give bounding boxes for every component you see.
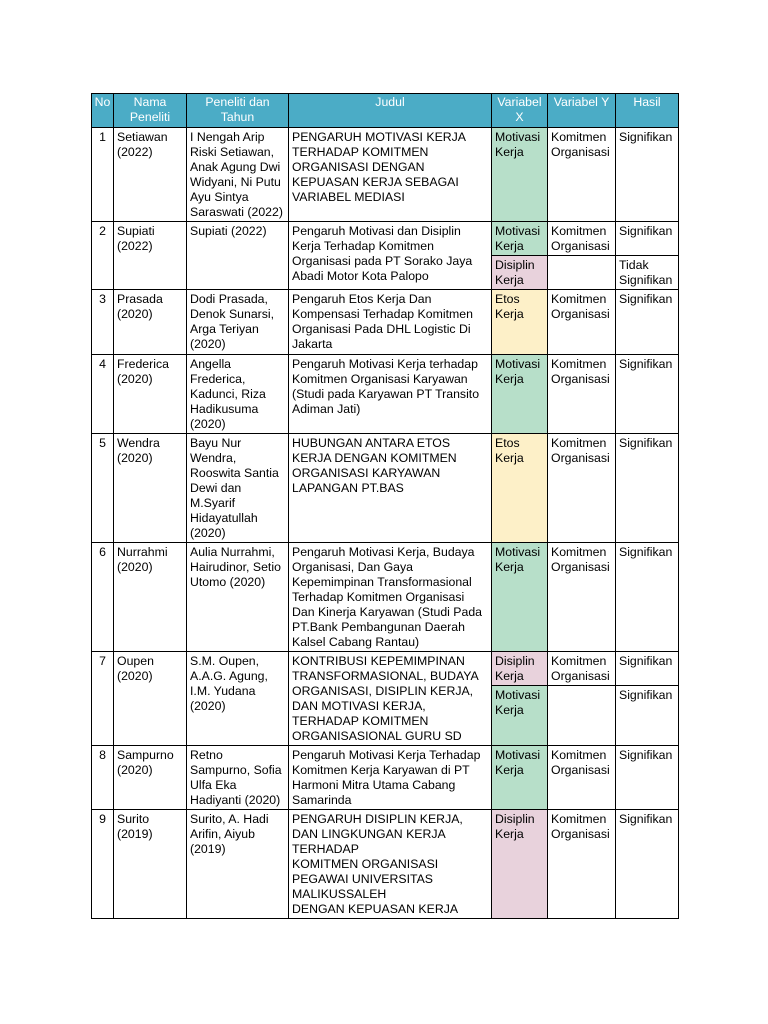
row-variabel-y: Komitmen Organisasi bbox=[548, 355, 616, 434]
row-variabel-x: Disiplin Kerja bbox=[492, 810, 548, 919]
row-no: 2 bbox=[92, 222, 114, 290]
row-nama: Surito (2019) bbox=[114, 810, 187, 919]
row-judul: KONTRIBUSI KEPEMIMPINAN TRANSFORMASIONAL, BUDAYA ORGANISASI, DISIPLIN KERJA, DAN MOTIVASI KERJA, TERHADAP KOMITMEN ORGANISASIONAL GURU SD bbox=[289, 652, 492, 746]
row-hasil: Signifikan bbox=[616, 652, 679, 686]
header-no: No bbox=[92, 94, 114, 128]
row-judul: HUBUNGAN ANTARA ETOS KERJA DENGAN KOMITMEN ORGANISASI KARYAWAN LAPANGAN PT.BAS bbox=[289, 434, 492, 543]
table-row bbox=[92, 355, 679, 434]
row-no: 6 bbox=[92, 543, 114, 652]
row-judul: Pengaruh Etos Kerja Dan Kompensasi Terhadap Komitmen Organisasi Pada DHL Logistic Di Jakarta bbox=[289, 290, 492, 355]
row-no: 9 bbox=[92, 810, 114, 919]
table-row bbox=[92, 434, 679, 543]
row-variabel-y-empty bbox=[548, 686, 616, 746]
header-nama-peneliti: Nama Peneliti bbox=[114, 94, 187, 128]
row-peneliti: Aulia Nurrahmi, Hairudinor, Setio Utomo (2020) bbox=[187, 543, 289, 652]
table-row bbox=[92, 652, 679, 686]
row-peneliti: Bayu Nur Wendra, Rooswita Santia Dewi dan M.Syarif Hidayatullah (2020) bbox=[187, 434, 289, 543]
row-judul-line: DENGAN KEPUASAN KERJA bbox=[292, 902, 459, 916]
row-nama: Nurrahmi (2020) bbox=[114, 543, 187, 652]
row-no: 7 bbox=[92, 652, 114, 746]
row-hasil: Signifikan bbox=[616, 746, 679, 810]
row-peneliti: S.M. Oupen, A.A.G. Agung, I.M. Yudana (2020) bbox=[187, 652, 289, 746]
row-judul: Pengaruh Motivasi Kerja terhadap Komitmen Organisasi Karyawan (Studi pada Karyawan PT Transito Adiman Jati) bbox=[289, 355, 492, 434]
row-hasil: Signifikan bbox=[616, 810, 679, 919]
row-variabel-x: Motivasi Kerja bbox=[492, 355, 548, 434]
row-hasil: Tidak Signifikan bbox=[616, 256, 679, 290]
row-hasil: Signifikan bbox=[616, 290, 679, 355]
row-variabel-y: Komitmen Organisasi bbox=[548, 746, 616, 810]
row-variabel-x: Motivasi Kerja bbox=[492, 686, 548, 746]
row-peneliti: Surito, A. Hadi Arifin, Aiyub (2019) bbox=[187, 810, 289, 919]
table-row bbox=[92, 746, 679, 810]
row-peneliti: Supiati (2022) bbox=[187, 222, 289, 290]
row-nama: Oupen (2020) bbox=[114, 652, 187, 746]
row-variabel-x: Disiplin Kerja bbox=[492, 652, 548, 686]
row-hasil: Signifikan bbox=[616, 434, 679, 543]
row-judul-line: KOMITMEN ORGANISASI PEGAWAI UNIVERSITAS MALIKUSSALEH bbox=[292, 857, 439, 901]
row-hasil: Signifikan bbox=[616, 128, 679, 222]
row-variabel-y-empty bbox=[548, 256, 616, 290]
row-variabel-y: Komitmen Organisasi bbox=[548, 434, 616, 543]
table-row bbox=[92, 128, 679, 222]
row-judul-line: PENGARUH DISIPLIN KERJA, DAN LINGKUNGAN KERJA TERHADAP bbox=[292, 812, 463, 856]
row-hasil: Signifikan bbox=[616, 686, 679, 746]
row-peneliti: I Nengah Arip Riski Setiawan, Anak Agung Dwi Widyani, Ni Putu Ayu Sintya Saraswati (2022) bbox=[187, 128, 289, 222]
row-variabel-y: Komitmen Organisasi bbox=[548, 128, 616, 222]
row-judul: Pengaruh Motivasi dan Disiplin Kerja Terhadap Komitmen Organisasi pada PT Sorako Jaya Abadi Motor Kota Palopo bbox=[289, 222, 492, 290]
row-peneliti: Angella Frederica, Kadunci, Riza Hadikusuma (2020) bbox=[187, 355, 289, 434]
row-hasil: Signifikan bbox=[616, 222, 679, 256]
row-variabel-y: Komitmen Organisasi bbox=[548, 290, 616, 355]
row-peneliti: Dodi Prasada, Denok Sunarsi, Arga Teriyan (2020) bbox=[187, 290, 289, 355]
row-peneliti: Retno Sampurno, Sofia Ulfa Eka Hadiyanti (2020) bbox=[187, 746, 289, 810]
row-nama: Prasada (2020) bbox=[114, 290, 187, 355]
table-row bbox=[92, 222, 679, 256]
row-variabel-y: Komitmen Organisasi bbox=[548, 543, 616, 652]
header-hasil: Hasil bbox=[616, 94, 679, 128]
header-variabel-y: Variabel Y bbox=[548, 94, 616, 128]
header-row bbox=[92, 94, 679, 128]
row-variabel-x: Etos Kerja bbox=[492, 290, 548, 355]
row-hasil: Signifikan bbox=[616, 543, 679, 652]
table-row bbox=[92, 543, 679, 652]
header-peneliti-tahun: Peneliti dan Tahun bbox=[187, 94, 289, 128]
header-judul: Judul bbox=[289, 94, 492, 128]
row-variabel-y: Komitmen Organisasi bbox=[548, 652, 616, 686]
table-row bbox=[92, 290, 679, 355]
row-nama: Setiawan (2022) bbox=[114, 128, 187, 222]
row-variabel-x: Motivasi Kerja bbox=[492, 222, 548, 256]
row-judul: Pengaruh Motivasi Kerja Terhadap Komitmen Kerja Karyawan di PT Harmoni Mitra Utama Cabang Samarinda bbox=[289, 746, 492, 810]
row-judul bbox=[289, 810, 492, 919]
row-variabel-x: Etos Kerja bbox=[492, 434, 548, 543]
row-variabel-y: Komitmen Organisasi bbox=[548, 810, 616, 919]
header-variabel-x: Variabel X bbox=[492, 94, 548, 128]
row-variabel-x: Motivasi Kerja bbox=[492, 746, 548, 810]
row-variabel-x: Motivasi Kerja bbox=[492, 128, 548, 222]
row-variabel-x: Disiplin Kerja bbox=[492, 256, 548, 290]
row-no: 4 bbox=[92, 355, 114, 434]
row-no: 5 bbox=[92, 434, 114, 543]
research-table bbox=[91, 93, 679, 919]
row-variabel-y: Komitmen Organisasi bbox=[548, 222, 616, 256]
row-hasil: Signifikan bbox=[616, 355, 679, 434]
row-nama: Frederica (2020) bbox=[114, 355, 187, 434]
row-judul: Pengaruh Motivasi Kerja, Budaya Organisasi, Dan Gaya Kepemimpinan Transformasional Terhadap Komitmen Organisasi Dan Kinerja Karyawan (Studi Pada PT.Bank Pembangunan Daerah Kalsel Cabang Rantau) bbox=[289, 543, 492, 652]
row-no: 3 bbox=[92, 290, 114, 355]
row-no: 8 bbox=[92, 746, 114, 810]
row-variabel-x: Motivasi Kerja bbox=[492, 543, 548, 652]
row-nama: Supiati (2022) bbox=[114, 222, 187, 290]
row-no: 1 bbox=[92, 128, 114, 222]
row-nama: Sampurno (2020) bbox=[114, 746, 187, 810]
row-nama: Wendra (2020) bbox=[114, 434, 187, 543]
table-row bbox=[92, 810, 679, 919]
row-judul: PENGARUH MOTIVASI KERJA TERHADAP KOMITMEN ORGANISASI DENGAN KEPUASAN KERJA SEBAGAI VARIABEL MEDIASI bbox=[289, 128, 492, 222]
